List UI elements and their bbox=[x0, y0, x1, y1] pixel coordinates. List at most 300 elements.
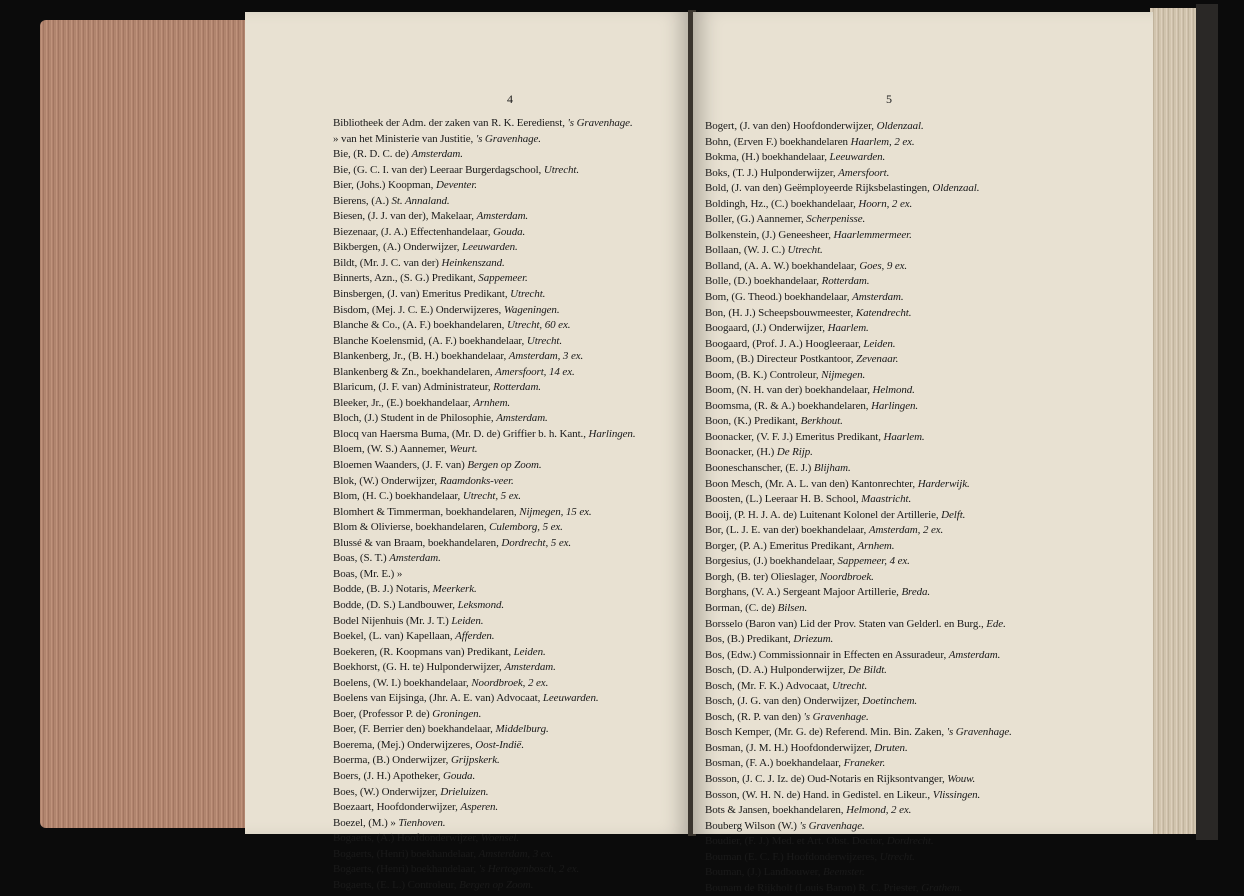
entry-place: Weurt. bbox=[449, 443, 478, 456]
entry-name: Boosten, (L.) Leeraar H. B. School, bbox=[705, 493, 859, 506]
list-item bbox=[705, 461, 1115, 477]
entry-name: Boelens, (W. I.) boekhandelaar, bbox=[333, 676, 469, 689]
list-item bbox=[333, 489, 693, 505]
entry-name: Boudier, (F. J.) Med. et Art. Obst. Doctor, bbox=[705, 835, 885, 848]
list-item bbox=[333, 691, 693, 707]
entry-name: Biesen, (J. J. van der), Makelaar, bbox=[333, 210, 474, 223]
entry-name: Bosman, (F. A.) boekhandelaar, bbox=[705, 757, 841, 770]
entry-name: Boerma, (B.) Onderwijzer, bbox=[333, 754, 449, 767]
list-item bbox=[333, 132, 693, 148]
entry-name: Boonacker, (V. F. J.) Emeritus Predikant, bbox=[705, 430, 881, 443]
entry-name: Bots & Jansen, boekhandelaren, bbox=[705, 804, 844, 817]
entry-place: Sappemeer. bbox=[478, 272, 528, 285]
entry-place: Katendrecht. bbox=[855, 306, 912, 319]
right-page bbox=[693, 12, 1153, 894]
entry-name: Boogaard, (J.) Onderwijzer, bbox=[705, 322, 825, 335]
entry-name: Bolland, (A. A. W.) boekhandelaar, bbox=[705, 259, 857, 272]
list-item bbox=[705, 881, 1115, 896]
entry-place: Bergen op Zoom. bbox=[467, 459, 542, 472]
list-item bbox=[705, 819, 1115, 835]
book-page-edges-left bbox=[40, 20, 250, 828]
entry-place: Utrecht. bbox=[543, 163, 580, 176]
entry-place: 's Gravenhage. bbox=[567, 117, 633, 129]
list-item bbox=[333, 380, 693, 396]
list-item bbox=[705, 663, 1115, 679]
entry-place: Haarlem, 2 ex. bbox=[850, 135, 915, 148]
entry-name: Blankenberg & Zn., boekhandelaren, bbox=[333, 365, 493, 378]
list-item bbox=[705, 321, 1115, 337]
list-item bbox=[705, 150, 1115, 166]
entry-place: Doetinchem. bbox=[862, 695, 918, 708]
entry-name: Blanche Koelensmid, (A. F.) boekhandelaar, bbox=[333, 334, 525, 347]
entry-place: Utrecht, 60 ex. bbox=[506, 319, 571, 332]
entry-name: Bold, (J. van den) Geëmployeerde Rijksbelastingen, bbox=[705, 182, 930, 195]
list-item bbox=[705, 119, 1115, 135]
entry-name: Boas, (Mr. E.) » bbox=[333, 567, 403, 580]
list-item bbox=[705, 399, 1115, 415]
book-cover-right bbox=[1196, 4, 1218, 840]
entry-place: Breda. bbox=[901, 586, 931, 599]
list-item bbox=[705, 834, 1115, 850]
entry-place: 's Hertogenbosch, 2 ex. bbox=[478, 863, 580, 876]
entry-place: Leksmond. bbox=[457, 598, 505, 611]
list-item bbox=[333, 349, 693, 365]
entry-place: St. Annaland. bbox=[391, 194, 450, 207]
entry-name: » van het Ministerie van Justitie, bbox=[333, 132, 474, 145]
list-item bbox=[705, 756, 1115, 772]
entry-place: Hoorn, 2 ex. bbox=[858, 197, 913, 210]
entry-place: Nijmegen. bbox=[821, 368, 866, 381]
entry-place: Noordbroek, 2 ex. bbox=[471, 676, 549, 689]
entry-name: Bounam de Rijkholt (Louis Baron) R. C. Priester, bbox=[705, 881, 919, 894]
entry-name: Boom, (N. H. van der) boekhandelaar, bbox=[705, 384, 870, 397]
entry-name: Bisdom, (Mej. J. C. E.) Onderwijzeres, bbox=[333, 303, 502, 316]
entry-name: Borgesius, (J.) boekhandelaar, bbox=[705, 555, 835, 568]
list-item bbox=[333, 753, 693, 769]
book-page-edges-right bbox=[1150, 8, 1202, 834]
entry-place: Leeuwarden. bbox=[542, 692, 599, 705]
entry-place: Harlingen. bbox=[588, 427, 636, 440]
list-item bbox=[333, 800, 693, 816]
list-item bbox=[333, 582, 693, 598]
entry-name: Blom, (H. C.) boekhandelaar, bbox=[333, 490, 461, 503]
entry-place: Driezum. bbox=[793, 633, 834, 646]
entry-place: Ede. bbox=[986, 617, 1006, 630]
entry-place: Oost-Indië. bbox=[475, 738, 524, 751]
list-item bbox=[333, 536, 693, 552]
entry-name: Blaricum, (J. F. van) Administrateur, bbox=[333, 381, 491, 394]
entry-name: Boon, (K.) Predikant, bbox=[705, 415, 798, 428]
list-item bbox=[705, 181, 1115, 197]
list-item bbox=[333, 365, 693, 381]
entry-place: Sappemeer, 4 ex. bbox=[837, 555, 910, 568]
entry-place: Oldenzaal. bbox=[932, 182, 980, 195]
entry-place: Amsterdam. bbox=[504, 661, 556, 674]
list-item bbox=[333, 505, 693, 521]
entry-place: Drieluizen. bbox=[440, 785, 489, 798]
entry-place: Nijmegen, 15 ex. bbox=[519, 505, 592, 518]
list-item bbox=[705, 803, 1115, 819]
entry-place: Utrecht. bbox=[832, 679, 868, 692]
entry-place: Helmond, 2 ex. bbox=[846, 804, 912, 817]
entry-place: Asperen. bbox=[460, 801, 499, 814]
entry-name: Blocq van Haersma Buma, (Mr. D. de) Griffier b. h. Kant., bbox=[333, 427, 586, 440]
entry-place: Blijham. bbox=[813, 462, 851, 475]
list-item bbox=[705, 445, 1115, 461]
entry-name: Binnerts, Azn., (S. G.) Predikant, bbox=[333, 272, 476, 285]
entry-place: Afferden. bbox=[455, 630, 495, 643]
entry-name: Boer, (Professor P. de) bbox=[333, 707, 430, 720]
entry-place: 's Gravenhage. bbox=[799, 819, 865, 832]
list-item bbox=[333, 676, 693, 692]
entry-place: Utrecht. bbox=[787, 244, 823, 257]
entry-name: Bor, (L. J. E. van der) boekhandelaar, bbox=[705, 524, 867, 537]
entry-place: Leeuwarden. bbox=[462, 241, 518, 254]
entry-name: Bie, (G. C. I. van der) Leeraar Burgerdagschool, bbox=[333, 163, 542, 176]
entry-place: Amsterdam. bbox=[496, 412, 548, 425]
entry-name: Boogaard, (Prof. J. A.) Hoogleeraar, bbox=[705, 337, 861, 350]
entry-place: 's Gravenhage. bbox=[946, 726, 1012, 739]
entry-name: Boomsma, (R. & A.) boekhandelaren, bbox=[705, 399, 869, 412]
list-item bbox=[705, 508, 1115, 524]
entry-name: Bierens, (A.) bbox=[333, 194, 389, 207]
entry-name: Boer, (F. Berrier den) boekhandelaar, bbox=[333, 723, 493, 736]
left-page bbox=[245, 12, 690, 891]
entry-name: Bloemen Waanders, (J. F. van) bbox=[333, 459, 465, 472]
list-item bbox=[333, 427, 693, 443]
list-item bbox=[705, 352, 1115, 368]
list-item bbox=[333, 442, 693, 458]
list-item bbox=[333, 240, 693, 256]
entry-name: Bos, (B.) Predikant, bbox=[705, 633, 791, 646]
list-item bbox=[705, 430, 1115, 446]
entry-place: Haarlem. bbox=[827, 322, 869, 335]
entry-place: Leiden. bbox=[863, 337, 896, 350]
entry-place: De Bildt. bbox=[848, 664, 887, 677]
list-item bbox=[333, 831, 693, 847]
entry-place: Dordrecht. bbox=[886, 835, 934, 848]
entry-place: Woensel. bbox=[480, 832, 519, 845]
entry-place: Culemborg, 5 ex. bbox=[489, 521, 563, 534]
list-item bbox=[705, 585, 1115, 601]
list-item bbox=[333, 163, 693, 179]
entry-name: Boom, (B.) Directeur Postkantoor, bbox=[705, 353, 854, 366]
entry-place: Helmond. bbox=[872, 384, 915, 397]
entry-name: Bosch, (D. A.) Hulponderwijzer, bbox=[705, 664, 846, 677]
list-item bbox=[705, 554, 1115, 570]
list-item bbox=[333, 178, 693, 194]
list-item bbox=[333, 147, 693, 163]
list-item bbox=[705, 648, 1115, 664]
entry-name: Bier, (Johs.) Koopman, bbox=[333, 179, 434, 192]
list-item bbox=[333, 303, 693, 319]
entry-place: Utrecht. bbox=[510, 288, 546, 301]
list-item bbox=[333, 458, 693, 474]
list-item bbox=[333, 256, 693, 272]
list-item bbox=[333, 878, 693, 894]
entry-place: Amersfoort. bbox=[838, 166, 890, 179]
entry-place: Arnhem. bbox=[473, 396, 511, 409]
entry-place: Gouda. bbox=[443, 769, 476, 782]
entry-place: Amsterdam. bbox=[852, 291, 904, 304]
entry-name: Boes, (W.) Onderwijzer, bbox=[333, 785, 438, 798]
entry-name: Blom & Olivierse, boekhandelaren, bbox=[333, 521, 487, 534]
entry-place: Berkhout. bbox=[800, 415, 843, 428]
list-item bbox=[705, 492, 1115, 508]
list-item bbox=[705, 850, 1115, 866]
list-item bbox=[333, 707, 693, 723]
entry-place: Rotterdam. bbox=[493, 381, 541, 394]
entry-name: Bogaerts, (E. L.) Controleur, bbox=[333, 878, 457, 891]
entry-name: Bogert, (J. van den) Hoofdonderwijzer, bbox=[705, 120, 874, 132]
list-item bbox=[705, 212, 1115, 228]
entry-place: Haarlemmermeer. bbox=[833, 228, 912, 241]
list-item bbox=[705, 679, 1115, 695]
list-item bbox=[705, 865, 1115, 881]
entry-name: Borsselo (Baron van) Lid der Prov. Staten van Gelderl. en Burg., bbox=[705, 617, 984, 630]
entry-place: Scherpenisse. bbox=[806, 213, 866, 226]
entry-place: Groningen. bbox=[432, 707, 482, 720]
entry-name: Blok, (W.) Onderwijzer, bbox=[333, 474, 438, 487]
entry-place: Oldenzaal. bbox=[876, 120, 924, 132]
page-number: 4 bbox=[507, 92, 513, 106]
entry-name: Bosch Kemper, (Mr. G. de) Referend. Min. Bin. Zaken, bbox=[705, 726, 945, 739]
entry-name: Bosman, (J. M. H.) Hoofdonderwijzer, bbox=[705, 741, 872, 754]
list-item bbox=[333, 598, 693, 614]
list-item bbox=[705, 601, 1115, 617]
entry-name: Bikbergen, (A.) Onderwijzer, bbox=[333, 241, 460, 254]
list-item bbox=[333, 738, 693, 754]
list-item bbox=[705, 772, 1115, 788]
entry-place: Amsterdam, 2 ex. bbox=[868, 524, 944, 537]
entry-place: Amsterdam. bbox=[389, 552, 441, 565]
list-item bbox=[333, 816, 693, 832]
list-item bbox=[705, 570, 1115, 586]
entry-place: Rotterdam. bbox=[821, 275, 870, 288]
entry-name: Boekel, (L. van) Kapellaan, bbox=[333, 630, 453, 643]
list-item bbox=[705, 228, 1115, 244]
entry-place: De Rijp. bbox=[776, 446, 813, 459]
subscriber-list bbox=[705, 119, 1115, 896]
entry-place: 's Gravenhage. bbox=[803, 710, 869, 723]
list-item bbox=[333, 318, 693, 334]
entry-place: Leiden. bbox=[513, 645, 546, 658]
entry-name: Bogaerts, (Henri) boekhandelaar, bbox=[333, 863, 476, 876]
page-number: 5 bbox=[886, 92, 892, 106]
entry-name: Bogaerts, (Henri) boekhandelaar, bbox=[333, 847, 476, 860]
list-item bbox=[705, 383, 1115, 399]
list-item bbox=[705, 414, 1115, 430]
entry-name: Bouman (E. C. F.) Hoofdonderwijzeres, bbox=[705, 850, 877, 863]
list-item bbox=[705, 710, 1115, 726]
entry-name: Bleeker, Jr., (E.) boekhandelaar, bbox=[333, 396, 471, 409]
entry-name: Bosch, (J. G. van den) Onderwijzer, bbox=[705, 695, 860, 708]
entry-name: Boers, (J. H.) Apotheker, bbox=[333, 769, 441, 782]
entry-name: Biezenaar, (J. A.) Effectenhandelaar, bbox=[333, 225, 491, 238]
entry-name: Boekhorst, (G. H. te) Hulponderwijzer, bbox=[333, 661, 502, 674]
entry-place: Grathem. bbox=[921, 881, 963, 894]
entry-place: Utrecht. bbox=[879, 850, 915, 863]
entry-name: Boerema, (Mej.) Onderwijzeres, bbox=[333, 738, 473, 751]
entry-name: Bodde, (B. J.) Notaris, bbox=[333, 583, 430, 596]
entry-place: Delft. bbox=[941, 508, 966, 521]
entry-name: Blomhert & Timmerman, boekhandelaren, bbox=[333, 505, 517, 518]
entry-place: Utrecht. bbox=[526, 334, 563, 347]
entry-place: Amersfoort, 14 ex. bbox=[495, 365, 575, 378]
list-item bbox=[705, 135, 1115, 151]
entry-place: Amsterdam, 3 ex. bbox=[478, 847, 553, 860]
list-item bbox=[705, 788, 1115, 804]
list-item bbox=[705, 259, 1115, 275]
entry-name: Bon, (H. J.) Scheepsbouwmeester, bbox=[705, 306, 854, 319]
entry-name: Borgh, (B. ter) Olieslager, bbox=[705, 570, 818, 583]
list-item bbox=[705, 617, 1115, 633]
list-item bbox=[705, 243, 1115, 259]
list-item bbox=[705, 368, 1115, 384]
list-item bbox=[333, 862, 693, 878]
list-item bbox=[333, 411, 693, 427]
list-item bbox=[333, 847, 693, 863]
entry-name: Boezaart, Hoofdonderwijzer, bbox=[333, 801, 458, 814]
entry-place: Utrecht, 5 ex. bbox=[462, 490, 521, 503]
entry-place: Franeker. bbox=[843, 757, 886, 770]
entry-name: Bodel Nijenhuis (Mr. J. T.) bbox=[333, 614, 449, 627]
entry-name: Bouman, (J.) Landbouwer, bbox=[705, 866, 821, 879]
subscriber-list bbox=[333, 116, 693, 893]
list-item bbox=[333, 194, 693, 210]
entry-name: Bolkenstein, (J.) Geneesheer, bbox=[705, 228, 831, 241]
entry-name: Boekeren, (R. Koopmans van) Predikant, bbox=[333, 645, 511, 658]
entry-name: Boldingh, Hz., (C.) boekhandelaar, bbox=[705, 197, 856, 210]
entry-place: Leiden. bbox=[451, 614, 484, 627]
list-item bbox=[333, 567, 693, 583]
entry-name: Bildt, (Mr. J. C. van der) bbox=[333, 256, 439, 269]
entry-name: Bolle, (D.) boekhandelaar, bbox=[705, 275, 819, 288]
entry-place: Gouda. bbox=[493, 225, 526, 238]
entry-place: Maastricht. bbox=[861, 493, 912, 506]
entry-place: Arnhem. bbox=[857, 539, 895, 552]
entry-name: Boks, (T. J.) Hulponderwijzer, bbox=[705, 166, 836, 179]
entry-name: Bollaan, (W. J. C.) bbox=[705, 244, 785, 257]
list-item bbox=[333, 116, 693, 132]
list-item bbox=[333, 614, 693, 630]
entry-name: Boas, (S. T.) bbox=[333, 552, 387, 565]
entry-name: Bodde, (D. S.) Landbouwer, bbox=[333, 598, 455, 611]
entry-name: Bibliotheek der Adm. der zaken van R. K. Eeredienst, bbox=[333, 117, 565, 129]
entry-place: Beemster. bbox=[823, 866, 865, 879]
entry-place: Meerkerk. bbox=[432, 583, 477, 596]
list-item bbox=[705, 290, 1115, 306]
list-item bbox=[333, 769, 693, 785]
list-item bbox=[705, 741, 1115, 757]
entry-name: Bohn, (Erven F.) boekhandelaren bbox=[705, 135, 848, 148]
list-item bbox=[333, 660, 693, 676]
list-item bbox=[705, 337, 1115, 353]
list-item bbox=[705, 306, 1115, 322]
entry-name: Binsbergen, (J. van) Emeritus Predikant, bbox=[333, 288, 508, 301]
list-item bbox=[705, 694, 1115, 710]
list-item bbox=[705, 477, 1115, 493]
list-item bbox=[333, 271, 693, 287]
entry-place: Haarlem. bbox=[883, 430, 925, 443]
entry-place: Amsterdam, 3 ex. bbox=[508, 350, 584, 363]
list-item bbox=[333, 334, 693, 350]
entry-place: Vlissingen. bbox=[932, 788, 981, 801]
entry-name: Bloem, (W. S.) Aannemer, bbox=[333, 443, 447, 456]
entry-name: Blussé & van Braam, boekhandelaren, bbox=[333, 536, 499, 549]
entry-name: Borger, (P. A.) Emeritus Predikant, bbox=[705, 539, 855, 552]
list-item bbox=[705, 197, 1115, 213]
entry-place: Middelburg. bbox=[495, 723, 549, 736]
entry-place: Heinkenszand. bbox=[441, 256, 505, 269]
entry-place: Raamdonks-veer. bbox=[439, 474, 514, 487]
entry-name: Bosch, (R. P. van den) bbox=[705, 710, 801, 723]
list-item bbox=[333, 785, 693, 801]
entry-place: Harlingen. bbox=[871, 399, 919, 412]
entry-place: Wouw. bbox=[947, 772, 976, 785]
entry-place: Amsterdam. bbox=[948, 648, 1001, 661]
entry-name: Boon Mesch, (Mr. A. L. van den) Kantonrechter, bbox=[705, 477, 916, 490]
entry-name: Bos, (Edw.) Commissionnair in Effecten en Assuradeur, bbox=[705, 648, 947, 661]
entry-name: Bom, (G. Theod.) boekhandelaar, bbox=[705, 291, 850, 304]
entry-name: Bie, (R. D. C. de) bbox=[333, 148, 409, 161]
entry-place: Leeuwarden. bbox=[829, 151, 886, 164]
entry-place: 's Gravenhage. bbox=[475, 132, 541, 145]
entry-place: Goes, 9 ex. bbox=[859, 259, 908, 272]
list-item bbox=[705, 632, 1115, 648]
entry-place: Druten. bbox=[874, 741, 908, 754]
entry-name: Boelens van Eijsinga, (Jhr. A. E. van) Advocaat, bbox=[333, 692, 541, 705]
list-item bbox=[333, 722, 693, 738]
list-item bbox=[333, 287, 693, 303]
entry-place: Amsterdam. bbox=[476, 210, 529, 223]
entry-name: Booij, (P. H. J. A. de) Luitenant Kolonel der Artillerie, bbox=[705, 508, 939, 521]
entry-name: Booneschanscher, (E. J.) bbox=[705, 462, 812, 475]
entry-name: Blankenberg, Jr., (B. H.) boekhandelaar, bbox=[333, 350, 507, 363]
entry-name: Bosson, (W. H. N. de) Hand. in Gedistel. en Likeur., bbox=[705, 788, 931, 801]
entry-place: Dordrecht, 5 ex. bbox=[501, 536, 572, 549]
entry-name: Boller, (G.) Aannemer, bbox=[705, 213, 804, 226]
list-item bbox=[705, 539, 1115, 555]
entry-place: Harderwijk. bbox=[917, 477, 970, 490]
list-item bbox=[333, 225, 693, 241]
list-item bbox=[333, 645, 693, 661]
entry-place: Zevenaar. bbox=[856, 353, 899, 366]
list-item bbox=[705, 166, 1115, 182]
list-item bbox=[705, 274, 1115, 290]
list-item bbox=[333, 396, 693, 412]
entry-name: Bokma, (H.) boekhandelaar, bbox=[705, 151, 827, 164]
entry-name: Bloch, (J.) Student in de Philosophie, bbox=[333, 412, 494, 425]
entry-name: Boonacker, (H.) bbox=[705, 446, 775, 459]
list-item bbox=[705, 725, 1115, 741]
entry-name: Bosson, (J. C. J. Iz. de) Oud-Notaris en Rijksontvanger, bbox=[705, 772, 945, 785]
entry-place: Wageningen. bbox=[503, 303, 560, 316]
entry-name: Bogaerts, (A.) Hoofdonderwijzer, bbox=[333, 832, 479, 845]
list-item bbox=[333, 551, 693, 567]
entry-place: Grijpskerk. bbox=[450, 754, 500, 767]
entry-place: Bergen op Zoom. bbox=[459, 878, 534, 891]
entry-name: Borghans, (V. A.) Sergeant Majoor Artillerie, bbox=[705, 586, 899, 599]
entry-name: Blanche & Co., (A. F.) boekhandelaren, bbox=[333, 319, 505, 332]
entry-place: Deventer. bbox=[435, 179, 477, 192]
list-item bbox=[333, 474, 693, 490]
entry-name: Boom, (B. K.) Controleur, bbox=[705, 368, 819, 381]
entry-name: Boezel, (M.) » bbox=[333, 816, 396, 829]
entry-name: Bosch, (Mr. F. K.) Advocaat, bbox=[705, 679, 830, 692]
entry-place: Amsterdam. bbox=[411, 148, 463, 161]
list-item bbox=[333, 520, 693, 536]
